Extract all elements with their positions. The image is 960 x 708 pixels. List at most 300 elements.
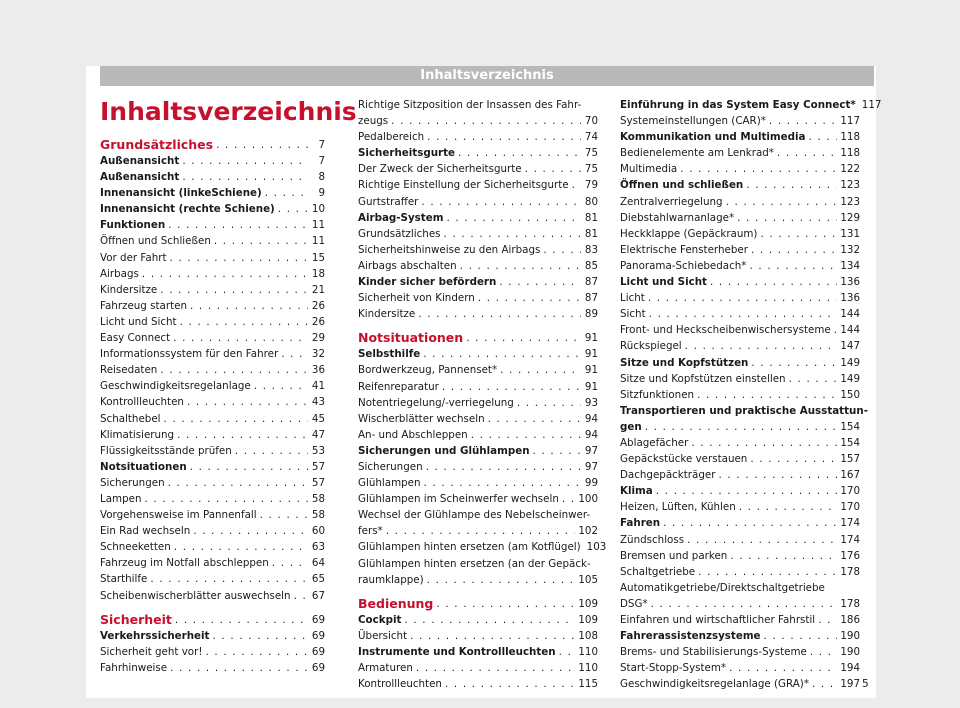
toc-entry-label: Sicht bbox=[620, 308, 646, 321]
toc-entry-label: Kinder sicher befördern bbox=[358, 276, 497, 289]
toc-entry[interactable] bbox=[358, 612, 598, 628]
toc-entry[interactable] bbox=[620, 290, 860, 306]
toc-leader-dots bbox=[150, 571, 308, 587]
toc-leader-dots bbox=[818, 612, 837, 628]
toc-entry[interactable] bbox=[100, 201, 325, 217]
toc-page-number: 70 bbox=[584, 115, 598, 128]
toc-entry-label: Sitze und Kopfstützen bbox=[620, 356, 749, 369]
toc-entry[interactable] bbox=[100, 346, 325, 362]
toc-entry-label: Übersicht bbox=[358, 629, 408, 642]
toc-entry[interactable] bbox=[620, 660, 860, 676]
toc-entry[interactable] bbox=[358, 427, 598, 443]
toc-entry[interactable] bbox=[358, 475, 598, 491]
toc-leader-dots bbox=[426, 459, 581, 475]
toc-page-number: 41 bbox=[311, 380, 325, 393]
toc-entry-label: Pedalbereich bbox=[358, 131, 425, 144]
toc-entry[interactable] bbox=[620, 628, 860, 644]
toc-leader-dots bbox=[769, 113, 837, 129]
toc-entry-label: Öffnen und schließen bbox=[620, 179, 744, 192]
toc-entry-label: Dachgepäckträger bbox=[620, 469, 716, 482]
toc-page-number: 117 bbox=[861, 99, 882, 111]
toc-entry-label-line: Glühlampen hinten ersetzen (an der Gepäck- bbox=[358, 557, 591, 570]
toc-page-number: 58 bbox=[311, 492, 325, 505]
toc-leader-dots bbox=[173, 330, 308, 346]
toc-entry[interactable] bbox=[358, 644, 598, 660]
toc-entry[interactable] bbox=[100, 427, 325, 443]
toc-entry-label: Bordwerkzeug, Pannenset* bbox=[358, 364, 498, 377]
toc-page-number: 91 bbox=[584, 348, 598, 361]
toc-entry-label: Geschwindigkeitsregelanlage bbox=[100, 380, 251, 393]
toc-entry[interactable] bbox=[620, 483, 860, 499]
toc-page-number: 18 bbox=[311, 267, 325, 280]
toc-entry[interactable] bbox=[620, 177, 860, 193]
toc-page-number: 53 bbox=[311, 444, 325, 457]
toc-entry[interactable] bbox=[358, 258, 598, 274]
toc-leader-dots bbox=[180, 314, 308, 330]
toc-entry[interactable] bbox=[358, 129, 598, 145]
toc-page-number: 8 bbox=[318, 171, 325, 184]
toc-leader-dots bbox=[649, 306, 838, 322]
toc-entry[interactable] bbox=[358, 226, 598, 242]
toc-page-number: 110 bbox=[578, 662, 598, 674]
toc-entry[interactable] bbox=[100, 443, 325, 459]
toc-entry[interactable] bbox=[100, 169, 325, 185]
toc-entry[interactable] bbox=[100, 475, 325, 491]
toc-entry[interactable] bbox=[100, 571, 325, 587]
toc-entry[interactable] bbox=[620, 467, 860, 483]
toc-leader-dots bbox=[177, 427, 308, 443]
toc-entry-label: Lampen bbox=[100, 492, 142, 505]
toc-page-number: 129 bbox=[840, 211, 860, 224]
toc-entry-label: fers* bbox=[358, 525, 383, 538]
toc-entry[interactable] bbox=[358, 443, 598, 459]
toc-page-number: 118 bbox=[840, 147, 860, 160]
toc-section-heading[interactable] bbox=[358, 590, 598, 612]
toc-entry[interactable] bbox=[620, 113, 860, 129]
toc-leader-dots bbox=[746, 177, 837, 193]
toc-page-number: 83 bbox=[584, 243, 598, 256]
toc-page-number: 97 bbox=[584, 460, 598, 473]
toc-page-number: 134 bbox=[840, 259, 860, 272]
toc-page-number: 194 bbox=[840, 662, 860, 675]
toc-entry[interactable] bbox=[358, 539, 607, 555]
toc-entry-label: Sitzfunktionen bbox=[620, 388, 695, 401]
toc-page-number: 36 bbox=[311, 364, 325, 377]
page-number: 5 bbox=[862, 678, 869, 690]
toc-page-number: 197 bbox=[840, 678, 860, 691]
toc-entry[interactable] bbox=[620, 371, 860, 387]
toc-entry-label: Glühlampen bbox=[358, 477, 421, 490]
toc-leader-dots bbox=[739, 499, 838, 515]
toc-page-number: 15 bbox=[311, 251, 325, 264]
toc-entry-label-line: Transportieren und praktische Ausstattun- bbox=[620, 404, 868, 417]
toc-entry[interactable] bbox=[358, 113, 598, 129]
toc-entry-label: Gepäckstücke verstauen bbox=[620, 453, 748, 466]
toc-entry[interactable] bbox=[100, 314, 325, 330]
toc-entry[interactable] bbox=[100, 362, 325, 378]
toc-entry[interactable] bbox=[358, 210, 598, 226]
toc-entry[interactable] bbox=[358, 660, 598, 676]
toc-entry[interactable] bbox=[620, 194, 860, 210]
toc-leader-dots bbox=[471, 427, 581, 443]
toc-entry-label: DSG* bbox=[620, 597, 648, 610]
toc-entry[interactable] bbox=[620, 676, 860, 692]
toc-entry[interactable] bbox=[358, 242, 598, 258]
toc-page-number: 91 bbox=[584, 332, 598, 345]
toc-entry-label: Innenansicht (linkeSchiene) bbox=[100, 187, 262, 200]
toc-entry[interactable] bbox=[620, 210, 860, 226]
toc-page-number: 85 bbox=[584, 259, 598, 272]
toc-page-number: 91 bbox=[584, 364, 598, 377]
toc-entry[interactable] bbox=[358, 177, 598, 193]
toc-entry[interactable] bbox=[100, 330, 325, 346]
toc-entry[interactable] bbox=[620, 97, 882, 113]
toc-page-number: 69 bbox=[311, 613, 325, 626]
toc-page-number: 94 bbox=[584, 428, 598, 441]
toc-page-number: 75 bbox=[584, 163, 598, 176]
toc-page-number: 7 bbox=[318, 155, 325, 167]
toc-entry[interactable] bbox=[620, 435, 860, 451]
toc-entry[interactable] bbox=[620, 242, 860, 258]
toc-entry-label-line: Automatikgetriebe/Direktschaltgetriebe bbox=[620, 581, 825, 594]
toc-entry[interactable] bbox=[620, 515, 860, 531]
toc-leader-dots bbox=[424, 475, 582, 491]
toc-page-number: 57 bbox=[311, 460, 325, 473]
toc-entry-label: Multimedia bbox=[620, 163, 678, 176]
toc-entry[interactable] bbox=[100, 459, 325, 475]
toc-entry[interactable] bbox=[100, 298, 325, 314]
toc-leader-dots bbox=[729, 660, 837, 676]
toc-entry-label: Kontrollleuchten bbox=[100, 396, 184, 409]
toc-entry-label: Notsituationen bbox=[358, 330, 464, 346]
toc-page-number: 176 bbox=[840, 549, 860, 562]
toc-entry-label: Selbsthilfe bbox=[358, 348, 421, 361]
toc-entry[interactable] bbox=[358, 194, 598, 210]
toc-page-number: 99 bbox=[584, 477, 598, 490]
toc-entry-label: Fahrhinweise bbox=[100, 661, 168, 674]
toc-entry-label-line: Wechsel der Glühlampe des Nebelscheinwer- bbox=[358, 509, 591, 522]
toc-page-number: 65 bbox=[311, 573, 325, 586]
toc-column-2 bbox=[358, 97, 607, 692]
toc-entry-label: Wischerblätter wechseln bbox=[358, 412, 485, 425]
toc-entry-label: Sitze und Kopfstützen einstellen bbox=[620, 372, 786, 385]
toc-entry[interactable] bbox=[620, 145, 860, 161]
toc-leader-dots bbox=[789, 371, 838, 387]
toc-entry[interactable] bbox=[100, 628, 325, 644]
toc-entry[interactable] bbox=[358, 459, 598, 475]
toc-leader-dots bbox=[698, 564, 837, 580]
toc-entry[interactable] bbox=[100, 378, 325, 394]
toc-entry[interactable] bbox=[620, 226, 860, 242]
toc-entry[interactable] bbox=[100, 411, 325, 427]
toc-leader-dots bbox=[170, 660, 308, 676]
toc-leader-dots bbox=[500, 362, 581, 378]
toc-leader-dots bbox=[212, 628, 308, 644]
toc-leader-dots bbox=[216, 137, 308, 153]
toc-page-number: 157 bbox=[840, 453, 860, 466]
toc-page-number: 69 bbox=[311, 661, 325, 674]
toc-entry-label: Instrumente und Kontrollleuchten bbox=[358, 645, 556, 658]
toc-entry-label: Innenansicht (rechte Schiene) bbox=[100, 203, 275, 216]
toc-page-number: 122 bbox=[840, 163, 860, 176]
toc-entry[interactable] bbox=[100, 394, 325, 410]
toc-entry[interactable] bbox=[620, 306, 860, 322]
toc-page-number: 69 bbox=[311, 629, 325, 642]
toc-leader-dots bbox=[281, 346, 308, 362]
toc-entry[interactable] bbox=[358, 274, 598, 290]
toc-leader-dots bbox=[193, 523, 308, 539]
toc-page-number: 29 bbox=[311, 332, 325, 345]
toc-entry[interactable] bbox=[100, 491, 325, 507]
toc-leader-dots bbox=[572, 177, 581, 193]
toc-entry[interactable] bbox=[100, 660, 325, 676]
toc-page-number: 11 bbox=[311, 219, 325, 232]
toc-leader-dots bbox=[710, 274, 837, 290]
toc-entry-label: Licht und Sicht bbox=[100, 315, 177, 328]
toc-page-number: 103 bbox=[586, 541, 607, 554]
toc-page-number: 167 bbox=[840, 469, 860, 482]
toc-entry-label: Fahrzeug im Notfall abschleppen bbox=[100, 557, 269, 570]
toc-leader-dots bbox=[386, 523, 576, 539]
toc-entry-label: Schneeketten bbox=[100, 541, 171, 554]
toc-entry[interactable] bbox=[358, 362, 598, 378]
toc-entry[interactable] bbox=[620, 644, 860, 660]
toc-entry-label: Flüssigkeitsstände prüfen bbox=[100, 444, 232, 457]
toc-leader-dots bbox=[254, 378, 308, 394]
toc-page-number: 174 bbox=[840, 517, 860, 530]
toc-leader-dots bbox=[750, 451, 837, 467]
toc-page-number: 100 bbox=[578, 493, 598, 506]
toc-entry[interactable] bbox=[100, 644, 325, 660]
toc-entry[interactable] bbox=[358, 290, 598, 306]
toc-leader-dots bbox=[525, 161, 581, 177]
toc-entry-label: Cockpit bbox=[358, 613, 402, 626]
toc-page-number: 144 bbox=[840, 308, 860, 321]
toc-page-number: 115 bbox=[578, 678, 598, 691]
toc-page-number: 87 bbox=[584, 292, 598, 305]
toc-entry-label: Bedienelemente am Lenkrad* bbox=[620, 147, 774, 160]
toc-entry-label: Der Zweck der Sicherheitsgurte bbox=[358, 163, 522, 176]
toc-page-number: 144 bbox=[840, 324, 860, 337]
toc-page-number: 117 bbox=[840, 115, 860, 128]
toc-entry-label: Scheibenwischerblätter auswechseln bbox=[100, 589, 291, 602]
toc-entry-label: Außenansicht bbox=[100, 171, 180, 184]
toc-entry[interactable] bbox=[100, 539, 325, 555]
toc-entry-label: Öffnen und Schließen bbox=[100, 235, 211, 248]
toc-entry[interactable] bbox=[100, 555, 325, 571]
toc-leader-dots bbox=[182, 153, 308, 169]
toc-entry-label: Heizen, Lüften, Kühlen bbox=[620, 501, 736, 514]
toc-leader-dots bbox=[182, 169, 308, 185]
toc-page-number: 97 bbox=[584, 444, 598, 457]
toc-leader-dots bbox=[730, 548, 837, 564]
toc-leader-dots bbox=[164, 411, 308, 427]
toc-page-number: 58 bbox=[311, 509, 325, 522]
toc-leader-dots bbox=[460, 258, 581, 274]
toc-entry-label: Sicherheit von Kindern bbox=[358, 292, 475, 305]
toc-entry-label: Glühlampen hinten ersetzen (am Kotflügel) bbox=[358, 541, 581, 554]
toc-entry[interactable] bbox=[100, 282, 325, 298]
toc-entry[interactable] bbox=[620, 387, 860, 403]
toc-entry-label: Kindersitze bbox=[358, 308, 416, 321]
toc-entry[interactable] bbox=[358, 491, 598, 507]
toc-page-number: 186 bbox=[840, 614, 860, 626]
toc-leader-dots bbox=[235, 443, 308, 459]
toc-entry[interactable] bbox=[620, 612, 860, 628]
toc-entry[interactable] bbox=[100, 507, 325, 523]
toc-entry[interactable] bbox=[620, 499, 860, 515]
toc-entry[interactable] bbox=[358, 161, 598, 177]
toc-page-number: 45 bbox=[311, 412, 325, 425]
toc-entry-label: gen bbox=[620, 420, 642, 433]
toc-entry-label: Elektrische Fensterheber bbox=[620, 243, 748, 256]
toc-page-number: 149 bbox=[840, 372, 860, 385]
toc-entry[interactable] bbox=[100, 266, 325, 282]
toc-section-heading[interactable] bbox=[100, 606, 325, 628]
toc-entry[interactable] bbox=[620, 338, 860, 354]
toc-entry[interactable] bbox=[100, 250, 325, 266]
toc-entry[interactable] bbox=[358, 411, 598, 427]
toc-leader-dots bbox=[445, 676, 575, 692]
toc-entry-label: Sicherheitsgurte bbox=[358, 147, 456, 160]
toc-page-number: 81 bbox=[584, 211, 598, 224]
toc-page-number: 136 bbox=[840, 276, 860, 289]
toc-entry[interactable] bbox=[620, 258, 860, 274]
toc-page-number: 91 bbox=[584, 380, 598, 393]
toc-entry-label: Airbag-System bbox=[358, 211, 444, 224]
toc-leader-dots bbox=[175, 612, 308, 628]
toc-entry-label: Geschwindigkeitsregelanlage (GRA)* bbox=[620, 678, 809, 691]
toc-leader-dots bbox=[421, 194, 581, 210]
toc-entry[interactable] bbox=[620, 274, 860, 290]
toc-page-number: 9 bbox=[318, 187, 325, 200]
toc-leader-dots bbox=[168, 475, 308, 491]
toc-entry[interactable] bbox=[620, 548, 860, 564]
toc-leader-dots bbox=[645, 419, 838, 435]
toc-leader-dots bbox=[648, 290, 838, 306]
toc-entry-label: Reisedaten bbox=[100, 364, 158, 377]
toc-leader-dots bbox=[427, 572, 576, 588]
toc-entry[interactable] bbox=[100, 233, 325, 249]
toc-section-heading[interactable] bbox=[358, 324, 598, 346]
toc-entry[interactable] bbox=[100, 217, 325, 233]
toc-page-number: 87 bbox=[584, 276, 598, 289]
toc-entry-label: Bremsen und parken bbox=[620, 549, 728, 562]
toc-entry[interactable] bbox=[620, 564, 860, 580]
toc-entry-label: Sicherheit geht vor! bbox=[100, 645, 203, 658]
toc-leader-dots bbox=[466, 330, 581, 346]
toc-entry-label: Grundsätzliches bbox=[358, 227, 441, 240]
toc-page-number: 7 bbox=[318, 138, 325, 151]
toc-entry[interactable] bbox=[100, 588, 325, 604]
toc-entry[interactable] bbox=[358, 306, 598, 322]
toc-entry[interactable] bbox=[620, 532, 860, 548]
toc-page-number: 109 bbox=[578, 597, 598, 610]
toc-leader-dots bbox=[651, 596, 838, 612]
toc-entry[interactable] bbox=[358, 379, 598, 395]
toc-page-number: 154 bbox=[840, 436, 860, 449]
toc-entry-label: Notentriegelung/-verriegelung bbox=[358, 396, 514, 409]
toc-leader-dots bbox=[478, 290, 581, 306]
toc-entry[interactable] bbox=[100, 523, 325, 539]
toc-entry-label: Bedienung bbox=[358, 595, 434, 611]
toc-page-number: 43 bbox=[311, 396, 325, 409]
toc-entry[interactable] bbox=[100, 185, 325, 201]
toc-page-number: 108 bbox=[578, 629, 598, 642]
toc-entry-label: Heckklappe (Gepäckraum) bbox=[620, 227, 758, 240]
toc-leader-dots bbox=[751, 355, 837, 371]
toc-entry[interactable] bbox=[620, 355, 860, 371]
toc-entry[interactable] bbox=[358, 395, 598, 411]
toc-page-number: 174 bbox=[840, 533, 860, 546]
toc-page-number: 26 bbox=[311, 315, 325, 328]
toc-leader-dots bbox=[442, 379, 581, 395]
toc-page-number: 60 bbox=[311, 525, 325, 538]
toc-leader-dots bbox=[726, 194, 838, 210]
toc-entry[interactable] bbox=[358, 346, 598, 362]
toc-page-number: 190 bbox=[840, 630, 860, 643]
toc-page-number: 131 bbox=[840, 227, 860, 240]
toc-page-number: 67 bbox=[311, 589, 325, 602]
toc-section-heading[interactable] bbox=[100, 131, 325, 153]
toc-entry[interactable] bbox=[358, 628, 598, 644]
toc-entry[interactable] bbox=[358, 523, 598, 539]
toc-page-number: 102 bbox=[578, 525, 598, 538]
toc-entry[interactable] bbox=[358, 145, 598, 161]
toc-leader-dots bbox=[680, 161, 837, 177]
page-title: Inhaltsverzeichnis bbox=[100, 97, 357, 126]
toc-page-number: 118 bbox=[840, 131, 860, 144]
toc-page-number: 109 bbox=[578, 613, 598, 626]
toc-leader-dots bbox=[214, 233, 308, 249]
toc-entry[interactable] bbox=[620, 451, 860, 467]
toc-page-number: 10 bbox=[311, 203, 325, 216]
toc-entry-label: Gurtstraffer bbox=[358, 195, 419, 208]
toc-entry[interactable] bbox=[620, 419, 860, 435]
toc-entry[interactable] bbox=[358, 676, 598, 692]
toc-page-number: 170 bbox=[840, 501, 860, 514]
toc-leader-dots bbox=[187, 394, 308, 410]
toc-entry-label: Sicherheitshinweise zu den Airbags bbox=[358, 243, 541, 256]
toc-leader-dots bbox=[663, 515, 837, 531]
toc-entry-label: Kindersitze bbox=[100, 283, 158, 296]
toc-entry-label: Grundsätzliches bbox=[100, 136, 214, 152]
toc-leader-dots bbox=[205, 644, 308, 660]
toc-leader-dots bbox=[543, 242, 581, 258]
toc-entry-label: Kommunikation und Multimedia bbox=[620, 131, 806, 144]
toc-entry[interactable] bbox=[620, 129, 860, 145]
toc-entry-label: Fahrzeug starten bbox=[100, 299, 187, 312]
toc-entry-label: Ein Rad wechseln bbox=[100, 525, 191, 538]
toc-entry[interactable] bbox=[620, 161, 860, 177]
toc-page-number: 178 bbox=[840, 597, 860, 610]
toc-leader-dots bbox=[488, 411, 581, 427]
toc-entry[interactable] bbox=[100, 153, 325, 169]
toc-leader-dots bbox=[265, 185, 308, 201]
toc-page-number: 123 bbox=[840, 179, 860, 192]
toc-page-number: 64 bbox=[311, 557, 325, 570]
toc-page-number: 21 bbox=[311, 283, 325, 296]
toc-leader-dots bbox=[427, 129, 581, 145]
toc-leader-dots bbox=[416, 660, 575, 676]
toc-entry[interactable] bbox=[358, 572, 598, 588]
toc-page-number: 74 bbox=[584, 131, 598, 144]
toc-leader-dots bbox=[749, 258, 837, 274]
toc-entry[interactable] bbox=[620, 596, 860, 612]
toc-entry[interactable] bbox=[620, 322, 860, 338]
toc-page-number: 178 bbox=[840, 565, 860, 578]
toc-entry-label: Einführung in das System Easy Connect* bbox=[620, 99, 856, 111]
